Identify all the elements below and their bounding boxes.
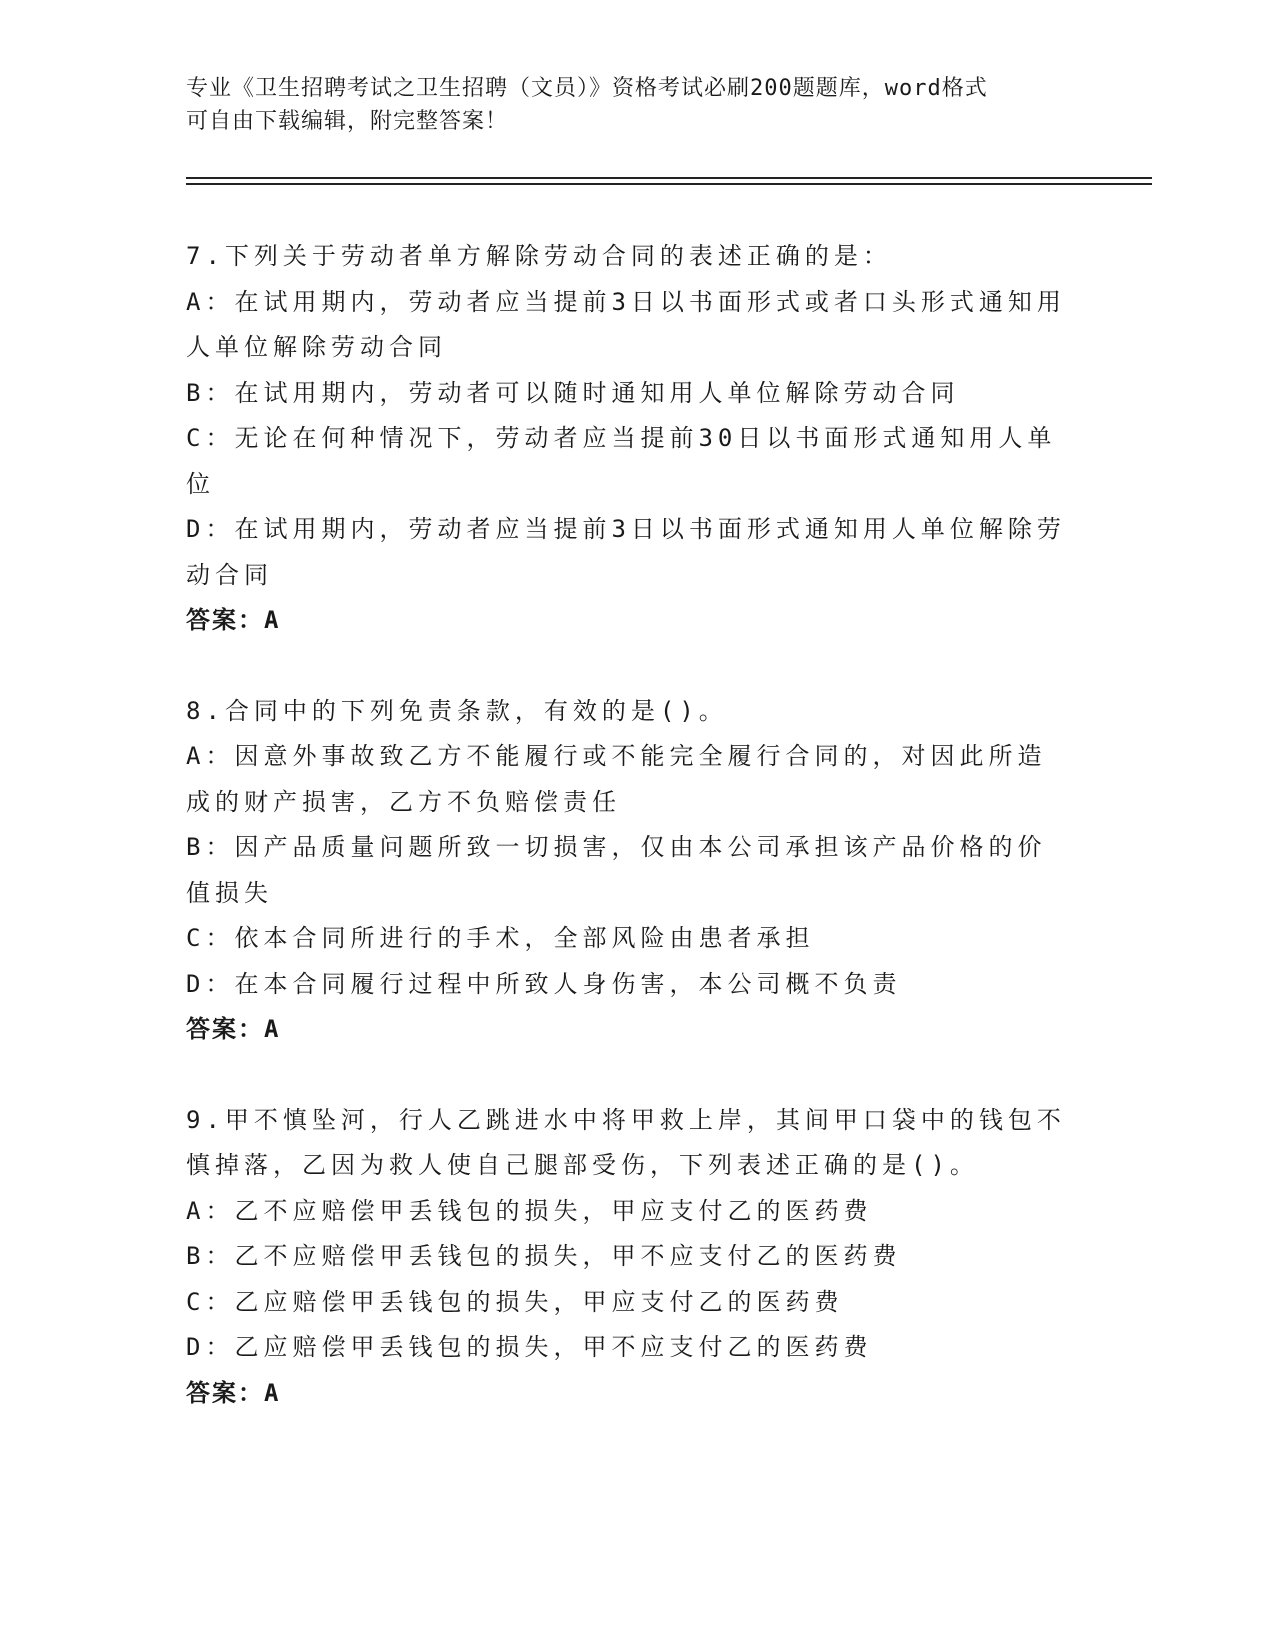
option-d: D：在试用期内，劳动者应当提前3日以书面形式通知用人单位解除劳动合同	[186, 515, 1066, 589]
question-8	[186, 689, 1066, 1053]
option-d: D：在本合同履行过程中所致人身伤害，本公司概不负责	[186, 969, 902, 998]
option-c: C：乙应赔偿甲丢钱包的损失，甲应支付乙的医药费	[186, 1287, 844, 1316]
option-b: B：在试用期内，劳动者可以随时通知用人单位解除劳动合同	[186, 378, 960, 407]
answer: 答案：A	[186, 606, 281, 634]
option-c: C：依本合同所进行的手术，全部风险由患者承担	[186, 924, 815, 952]
header-divider-top	[186, 177, 1152, 179]
option-b: B：因产品质量问题所致一切损害，仅由本公司承担该产品价格的价值损失	[186, 833, 1047, 907]
question-stem: 7.下列关于劳动者单方解除劳动合同的表述正确的是：	[186, 242, 892, 270]
answer: 答案：A	[186, 1015, 281, 1043]
header-divider-bottom	[186, 183, 1152, 185]
document-header	[186, 72, 1066, 138]
option-a: A：在试用期内，劳动者应当提前3日以书面形式或者口头形式通知用人单位解除劳动合同	[186, 287, 1066, 361]
question-stem: 9.甲不慎坠河，行人乙跳进水中将甲救上岸，其间甲口袋中的钱包不慎掉落，乙因为救人使自己腿部受伤，下列表述正确的是()。	[186, 1105, 1066, 1179]
answer: 答案：A	[186, 1378, 281, 1407]
option-d: D：乙应赔偿甲丢钱包的损失，甲不应支付乙的医药费	[186, 1333, 873, 1361]
header-line-2: 可自由下载编辑，附完整答案！	[186, 109, 509, 134]
question-list	[186, 234, 1066, 1461]
option-b: B：乙不应赔偿甲丢钱包的损失，甲不应支付乙的医药费	[186, 1242, 902, 1270]
question-9	[186, 1098, 1066, 1417]
option-a: A：乙不应赔偿甲丢钱包的损失，甲应支付乙的医药费	[186, 1196, 873, 1225]
header-line-1: 专业《卫生招聘考试之卫生招聘（文员）》资格考试必刷200题题库，word格式	[186, 76, 988, 101]
option-a: A：因意外事故致乙方不能履行或不能完全履行合同的，对因此所造成的财产损害，乙方不负赔偿责任	[186, 742, 1047, 816]
question-7	[186, 234, 1066, 644]
question-stem: 8.合同中的下列免责条款，有效的是()。	[186, 696, 728, 725]
option-c: C：无论在何种情况下，劳动者应当提前30日以书面形式通知用人单位	[186, 424, 1057, 498]
